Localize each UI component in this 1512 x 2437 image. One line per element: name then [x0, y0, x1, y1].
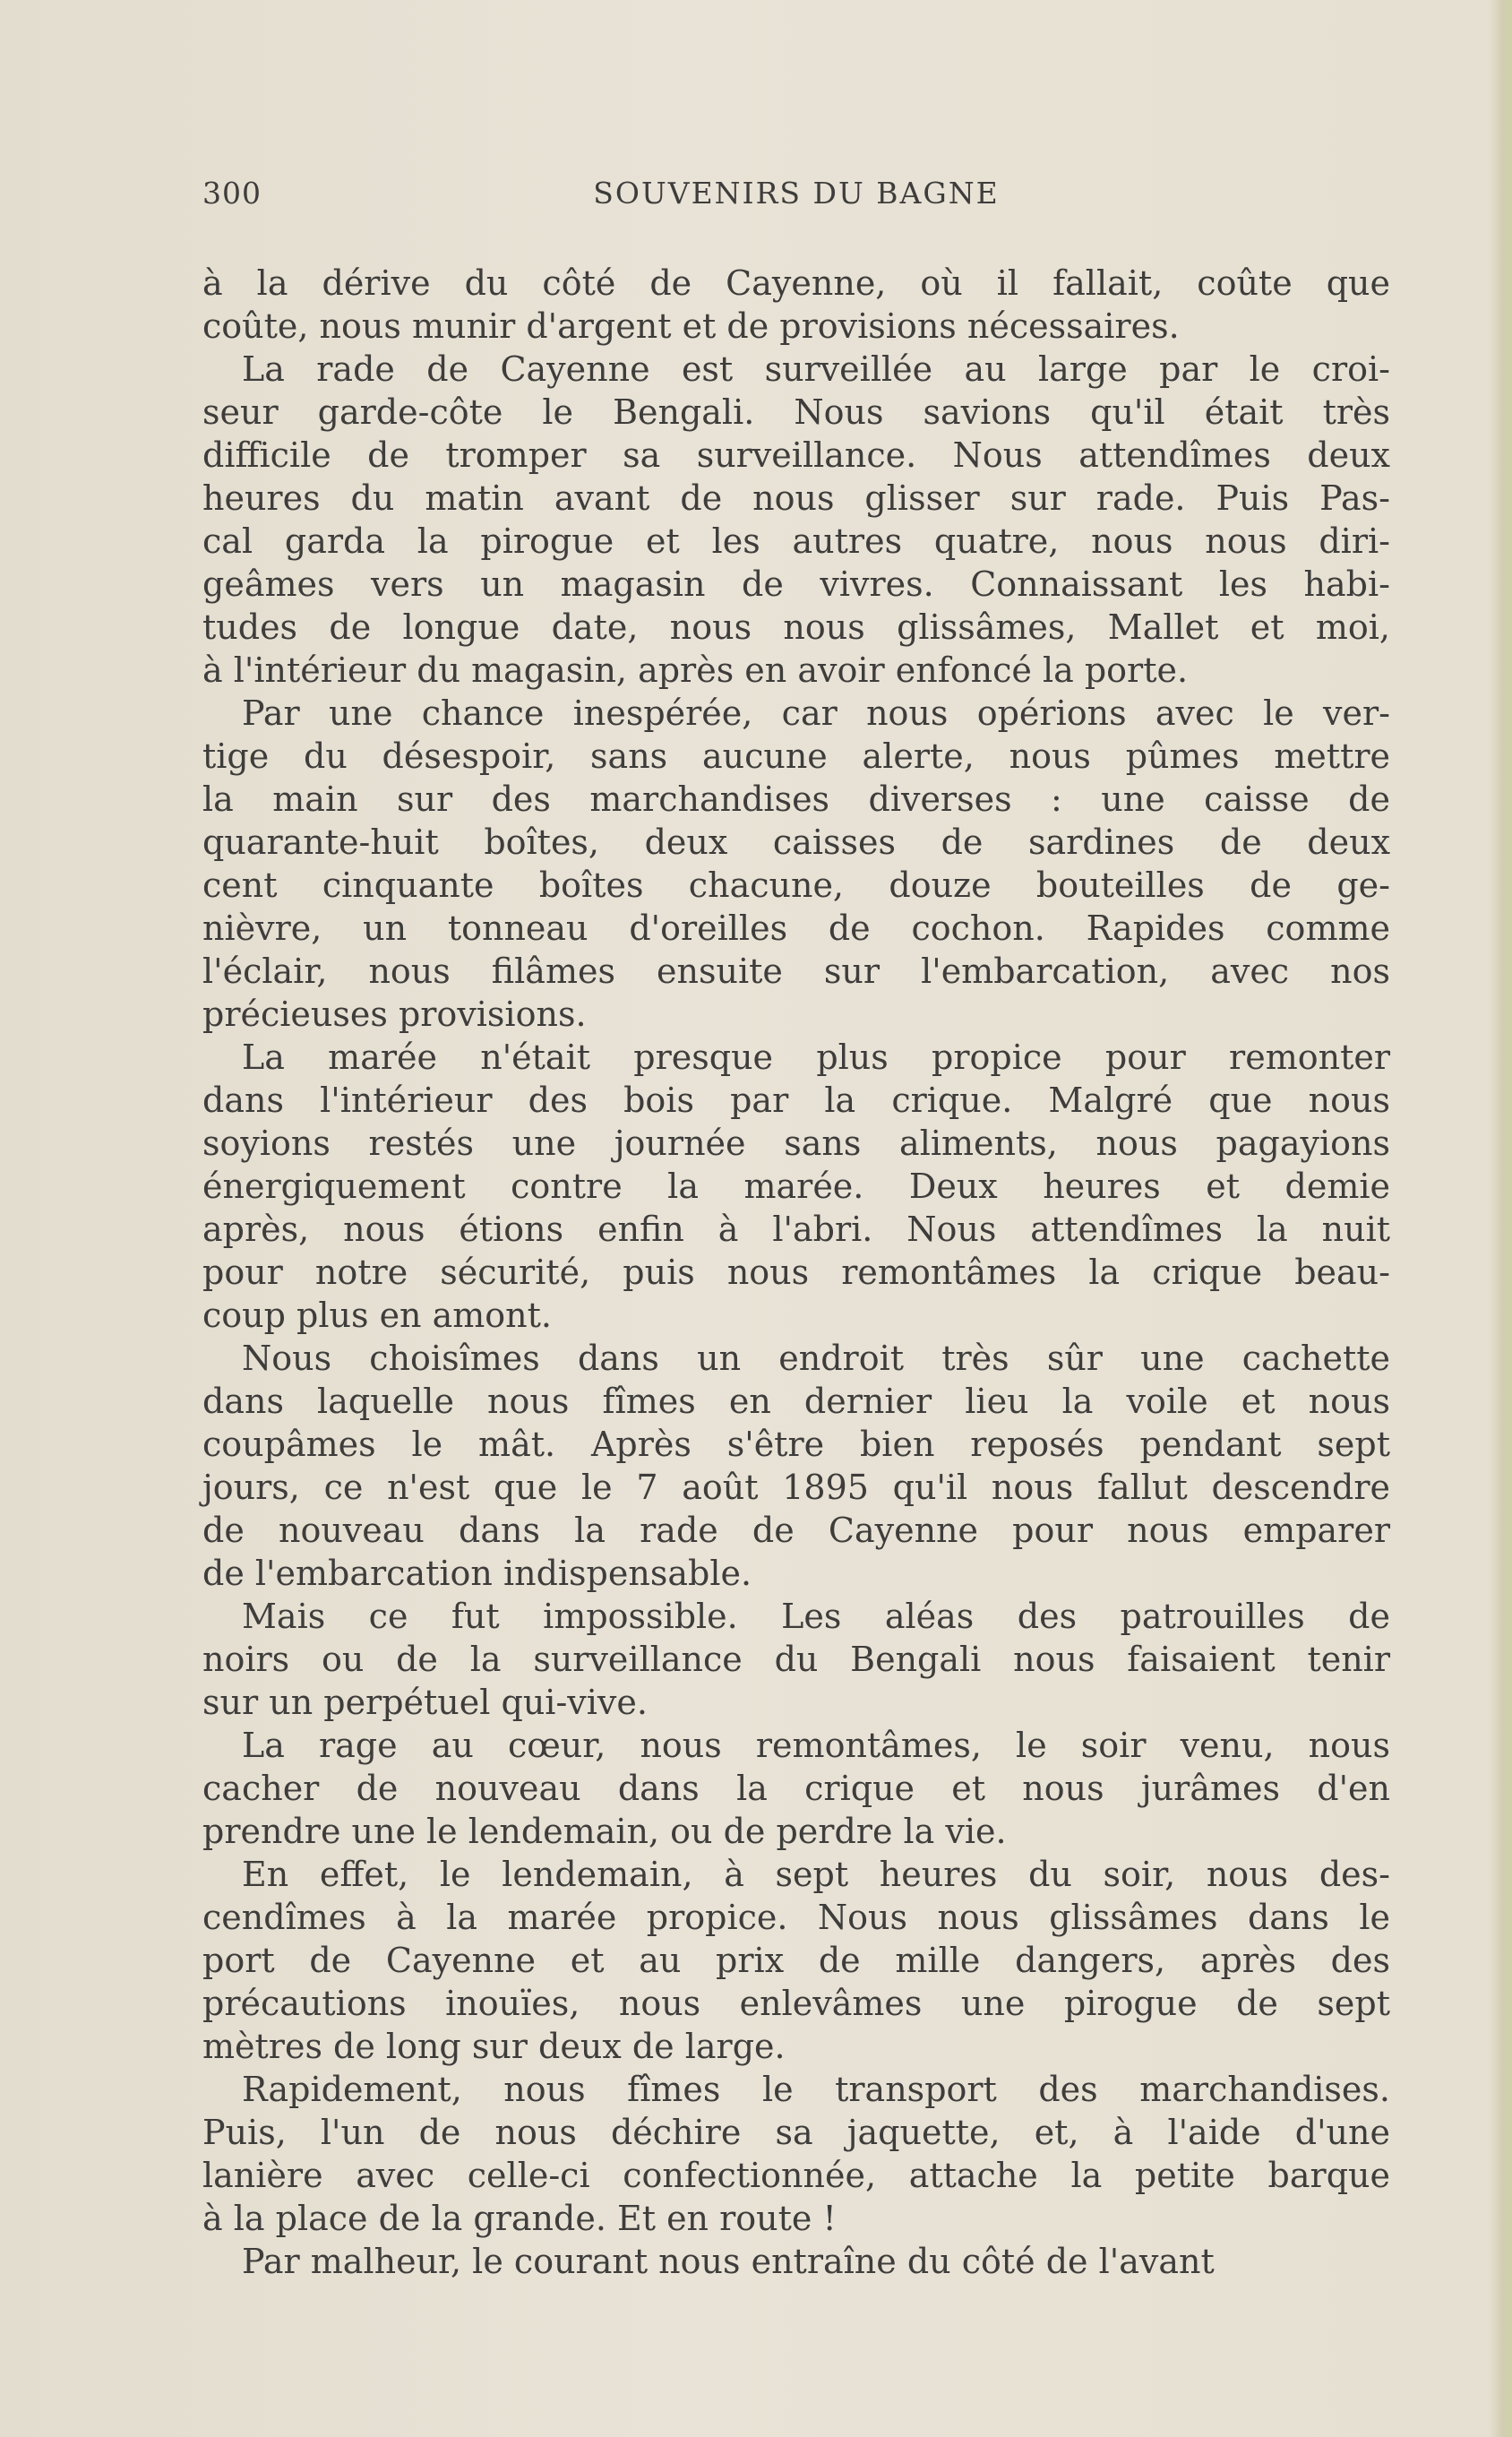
paragraph-first-line: En effet, le lendemain, à sept heures du soir, nous des- [242, 1855, 1390, 1894]
text-line: cent cinquante boîtes chacune, douze bouteilles de ge- [202, 865, 1390, 905]
text-line: l'éclair, nous filâmes ensuite sur l'embarcation, avec nos [202, 952, 1390, 991]
running-head [202, 176, 1390, 220]
running-title: SOUVENIRS DU BAGNE [593, 176, 1000, 211]
text-line: de l'embarcation indispensable. [202, 1554, 752, 1593]
text-line: coûte, nous munir d'argent et de provisions nécessaires. [202, 306, 1180, 346]
text-line: geâmes vers un magasin de vivres. Connaissant les habi- [202, 564, 1390, 604]
text-line: pour notre sécurité, puis nous remontâmes la crique beau- [202, 1253, 1390, 1292]
text-line: sur un perpétuel qui-vive. [202, 1683, 648, 1722]
text-line: jours, ce n'est que le 7 août 1895 qu'il nous fallut descendre [202, 1468, 1390, 1507]
page-edge [1489, 0, 1512, 2437]
paragraph-first-line: Par malheur, le courant nous entraîne du côté de l'avant [242, 2242, 1215, 2281]
text-line: soyions restés une journée sans aliments, nous pagayions [202, 1124, 1390, 1163]
text-line: coup plus en amont. [202, 1296, 553, 1335]
paragraph-first-line: Mais ce fut impossible. Les aléas des patrouilles de [242, 1597, 1390, 1636]
text-line: dans laquelle nous fîmes en dernier lieu la voile et nous [202, 1382, 1390, 1421]
text-line: heures du matin avant de nous glisser sur rade. Puis Pas- [202, 478, 1390, 518]
paragraph-first-line: La rade de Cayenne est surveillée au large par le croi- [242, 349, 1390, 389]
text-line: précautions inouïes, nous enlevâmes une pirogue de sept [202, 1984, 1390, 2023]
paragraph-first-line: La marée n'était presque plus propice pour remonter [242, 1038, 1390, 1077]
paragraph-first-line: La rage au cœur, nous remontâmes, le soir venu, nous [242, 1726, 1390, 1765]
paragraph-first-line: Rapidement, nous fîmes le transport des marchandises. [242, 2070, 1390, 2109]
text-line: la main sur des marchandises diverses : une caisse de [202, 779, 1390, 819]
paragraph-first-line: Par une chance inespérée, car nous opérions avec le ver- [242, 693, 1390, 733]
text-line: prendre une le lendemain, ou de perdre la vie. [202, 1812, 1007, 1851]
text-line: lanière avec celle-ci confectionnée, attache la petite barque [202, 2156, 1390, 2195]
text-line: précieuses provisions. [202, 995, 587, 1034]
text-line: cacher de nouveau dans la crique et nous jurâmes d'en [202, 1769, 1390, 1808]
text-line: difficile de tromper sa surveillance. Nous attendîmes deux [202, 435, 1390, 475]
text-line: tige du désespoir, sans aucune alerte, nous pûmes mettre [202, 736, 1390, 776]
text-line: énergiquement contre la marée. Deux heures et demie [202, 1167, 1390, 1206]
text-line: après, nous étions enfin à l'abri. Nous attendîmes la nuit [202, 1210, 1390, 1249]
text-line: cal garda la pirogue et les autres quatre, nous nous diri- [202, 521, 1390, 561]
text-line: à l'intérieur du magasin, après en avoir enfoncé la porte. [202, 650, 1189, 690]
text-line: à la place de la grande. Et en route ! [202, 2199, 837, 2238]
text-line: noirs ou de la surveillance du Bengali nous faisaient tenir [202, 1640, 1390, 1679]
text-line: seur garde-côte le Bengali. Nous savions qu'il était très [202, 392, 1390, 432]
page-number: 300 [202, 176, 262, 211]
paragraph-first-line: Nous choisîmes dans un endroit très sûr une cachette [242, 1339, 1390, 1378]
body-text [202, 262, 1390, 2283]
text-line: mètres de long sur deux de large. [202, 2027, 786, 2066]
text-line: dans l'intérieur des bois par la crique. Malgré que nous [202, 1081, 1390, 1120]
text-line: à la dérive du côté de Cayenne, où il fallait, coûte que [202, 263, 1390, 303]
text-line: nièvre, un tonneau d'oreilles de cochon. Rapides comme [202, 908, 1390, 948]
text-line: de nouveau dans la rade de Cayenne pour nous emparer [202, 1511, 1390, 1550]
text-line: cendîmes à la marée propice. Nous nous glissâmes dans le [202, 1898, 1390, 1937]
text-line: tudes de longue date, nous nous glissâmes, Mallet et moi, [202, 607, 1390, 647]
text-line: Puis, l'un de nous déchire sa jaquette, et, à l'aide d'une [202, 2113, 1390, 2152]
text-line: port de Cayenne et au prix de mille dangers, après des [202, 1941, 1390, 1980]
text-line: quarante-huit boîtes, deux caisses de sardines de deux [202, 822, 1390, 862]
text-line: coupâmes le mât. Après s'être bien reposés pendant sept [202, 1425, 1390, 1464]
